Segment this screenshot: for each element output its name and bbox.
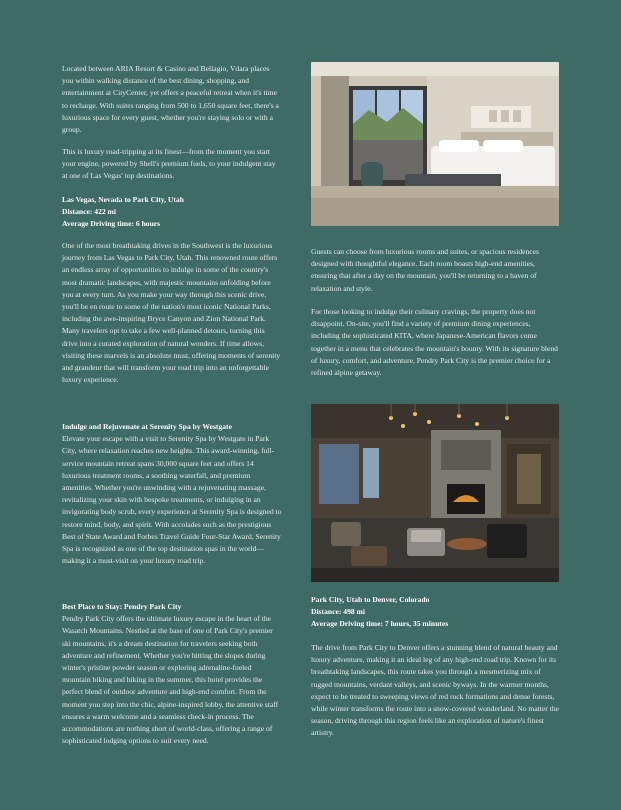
- pendry-rooms-section: [311, 246, 559, 295]
- stay-section: [62, 601, 282, 747]
- lobby-illustration: [311, 404, 559, 582]
- route-1-title: Las Vegas, Nevada to Park City, Utah: [62, 195, 184, 204]
- dining-section: [311, 306, 559, 379]
- stay-heading: Best Place to Stay: Pendry Park City: [62, 602, 182, 611]
- route-1-description: [62, 240, 282, 386]
- route-2-time: Average Driving time: 7 hours, 35 minutes: [311, 619, 449, 629]
- route-2-paragraph: The drive from Park City to Denver offers a stunning blend of natural beauty and luxury adventure, making it an ideal leg of any high-end road trip. Known for its breathtaking landscapes, this route takes you through a mesmerizing mix of rugged mountains, verdant valleys, and scenic byways. In the warmer months, expect to be treated to sweeping views of red rock formations and dense forests, while winter transforms the route into a snow-covered wonderland. No matter the season, driving through this region feels like an exploration of nature's finest artistry.: [311, 643, 559, 738]
- rooms-paragraph: Guests can choose from luxurious rooms and suites, or spacious residences designed with thoughtful elegance. Each room boasts high-end amenities, ensuring that after a day on the mountain, you'll be returning to a haven of relaxation and style.: [311, 247, 539, 293]
- route-1-distance: Distance: 422 mi: [62, 207, 116, 217]
- intro-section: [62, 63, 282, 136]
- stay-paragraph: Pendry Park City offers the ultimate luxury escape in the heart of the Wasatch Mountains. Nestled at the base of one of Park City's premier ski mountains, it's a dream destination for travelers seeking both adventure and refinement. Whether you're hitting the slopes during winter's pristine powder season or exploring adrenaline-fueled mountain biking and hiking in the summer, this hotel provides the perfect blend of outdoor adventure and high-end comfort. From the moment you step into the chic, alpine-inspired lobby, the attentive staff ensures a warm welcome and a seamless check-in process. The accommodations are nothing short of world-class, offering a range of sophisticated lodging options to suit every need.: [62, 614, 279, 746]
- hotel-lobby-photo: [311, 404, 559, 582]
- hotel-bedroom-photo: [311, 62, 559, 226]
- dining-paragraph: For those looking to indulge their culinary cravings, the property does not disappoint. On-site, you'll find a variety of premium dining experiences, including the sophisticated KITA, where Japanese-American flavors come together in a menu that celebrates the mountain's bounty. With its signature blend of luxury, comfort, and adventure, Pendry Park City is the premier choice for a refined alpine getaway.: [311, 307, 558, 378]
- road-trip-section: [62, 146, 282, 183]
- spa-section: [62, 421, 282, 567]
- spa-paragraph: Elevate your escape with a visit to Serenity Spa by Westgate in Park City, where relaxation reaches new heights. This award-winning, full-service mountain retreat spans 30,000 square feet and offers 14 luxurious treatment rooms, a soothing waterfall, and premium amenities. Whether you're unwinding with a rejuvenating massage, revitalizing your skin with bespoke treatments, or indulging in an invigorating body scrub, every experience at Serenity Spa is designed to restore mind, body, and spirit. With accolades such as the prestigious Best of State Award and Forbes Travel Guide Four-Star Award, Serenity Spa is recognized as one of the top destination spas in the world—making it a must-visit on your luxury road trip.: [62, 434, 282, 566]
- bedroom-illustration: [311, 62, 559, 226]
- route-2-description: [311, 642, 559, 740]
- route-2-info: [311, 594, 559, 631]
- route-1-info: [62, 194, 282, 231]
- route-1-paragraph: One of the most breathtaking drives in the Southwest is the luxurious journey from Las Vegas to Park City, Utah. This renowned route offers an endless array of opportunities to indulge in some of the country's most dramatic landscapes, with majestic mountains unfolding before you at every turn. As you make your way through this scenic drive, you'll be en route to some of the nation's most iconic National Parks, including the awe-inspiring Bryce Canyon and Zion National Park. Many travelers opt to take a few well-planned detours, turning this drive into a curated exploration of natural wonders. If time allows, visiting these marvels is an absolute must, offering moments of serenity and grandeur that will transform your road trip into an unforgettable luxury experience.: [62, 241, 281, 385]
- spa-heading: Indulge and Rejuvenate at Serenity Spa by Westgate: [62, 422, 232, 431]
- route-2-title: Park City, Utah to Denver, Colorado: [311, 595, 430, 604]
- intro-paragraph: Located between ARIA Resort & Casino and Bellagio, Vdara places you within walking distance of the best dining, shopping, and entertainment at CityCenter, yet offers a peaceful retreat when it's time to recharge. With suites ranging from 500 to 1,650 square feet, there's a luxurious space for every guest, whether you're staying solo or with a group.: [62, 64, 279, 135]
- road-trip-paragraph: This is luxury road-tripping at its finest—from the moment you start your engine, powered by Shell's premium fuels, to your indulgent stay at one of Las Vegas' top destinations.: [62, 147, 276, 181]
- route-2-distance: Distance: 498 mi: [311, 607, 365, 617]
- route-1-time: Average Driving time: 6 hours: [62, 219, 161, 229]
